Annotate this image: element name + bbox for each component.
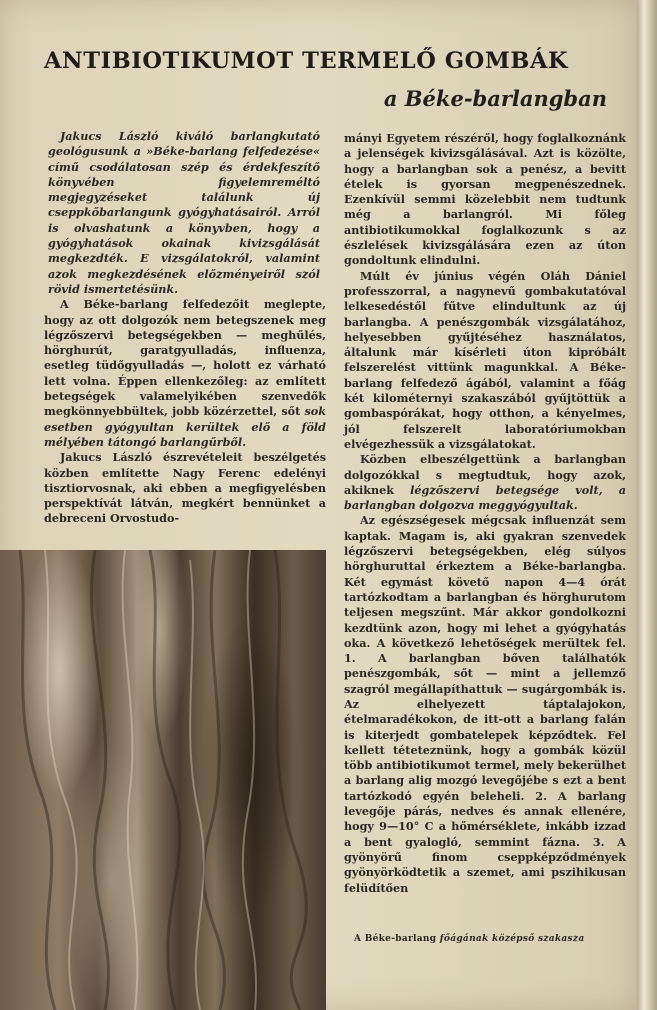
body-text: Közben elbeszélgettünk a barlangban dolgozókkal s megtudtuk, hogy azok, akiknek <box>344 452 626 497</box>
body-text: A Béke-barlang felfedezőit meglepte, hogy az ott dolgozók nem betegszenek meg légzőszervi betegségekben — meghűlés, hörghurút, garatgyulladás, influenza, esetleg tüdőgyulladás —, holott ez várható lett volna. Éppen ellenkezőleg: az említett betegségek valamelyikében szenvedők megkönnyebbültek, jobb közérzettel, sőt <box>44 297 326 419</box>
article-subtitle: a Béke-barlangban <box>383 86 607 111</box>
cave-photo <box>0 550 326 1010</box>
left-column <box>44 129 326 527</box>
body-text-italic: légzőszervi betegsége volt, a barlangban dolgozva meggyógyultak. <box>344 482 626 513</box>
body-paragraph: Múlt év június végén Oláh Dániel professzorral, a nagynevű gombakutatóval lelkesedéstől fűtve elindultunk az új barlangba. A penészgombák vizsgálatához, helyesebben gyűjtéséhez használatos, általunk már kísérleti úton kipróbált felszerelést vittünk magunkkal. A Béke-barlang felfedező ágából, valamint a főág két kilométernyi szakaszából gyűjtöttük a gombaspórákat, hogy otthon, a kényelmes, jól felszerelt laboratóriumokban elvégezhessük a vizsgálatokat. <box>344 268 626 451</box>
lead-paragraph: Jakucs László kiváló barlangkutató geológusunk a »Béke-barlang felfedezése« című csodálatosan szép és érdekfeszítő könyvében figyelemreméltó megjegyzéseket találunk új cseppkőbarlangunk gyógyhatásairól. Arról is olvashatunk a könyvben, hogy a gyógyhatások okainak kivizsgálását megkezdték. E vizsgálatokról, valamint azok megkezdésének előzményeiről szól rövid ismertetésünk. <box>48 129 320 296</box>
body-paragraph <box>344 452 626 513</box>
page-edge <box>637 0 657 1010</box>
body-text-italic: sok esetben gyógyultan kerültek elő a föld mélyében tátongó barlangűrből. <box>44 404 326 449</box>
body-paragraph: Jakucs László észrevételeit beszélgetés közben említette Nagy Ferenc edelényi tisztiorvosnak, aki ebben a megfigyelésben perspektívát látván, megkért bennünket a debreceni Orvostudo- <box>44 450 326 526</box>
caption-text-italic: főágának középső szakasza <box>439 934 585 944</box>
body-paragraph: Az egészségesek mégcsak influenzát sem kaptak. Magam is, aki gyakran szenvedek légzőszervi betegségekben, elég súlyos hörghuruttal érkeztem a Béke-barlangba. Két egymást követő napon 4—4 órát tartózkodtam a barlangban és hörghurutom teljesen megszűnt. Már akkor gondolkozni kezdtünk azon, hogy mi lehet a gyógyhatás oka. A következő lehetőségek merültek fel. 1. A barlangban bőven találhatók penészgombák, sőt — mint a jellemző szagról megállapíthattuk — sugárgombák is. Az elhelyezett táptalajokon, ételmaradékokon, de itt-ott a barlang falán is kiterjedt gombatelepek képződtek. Fel kellett téteteznünk, hogy a gombák közül több antibiotikumot termel, mely bekerülhet a barlang alig mozgó levegőjébe s ezt a bent tartózkodó egyén beleheli. 2. A barlang levegője párás, nedves és annak ellenére, hogy 9—10° C a hőmérséklete, inkább izzad a bent gyalogló, semmint fázna. 3. A gyönyörű finom cseppképződmények gyönyörködtetik a szemet, ami pszihikusan felüdítően <box>344 513 626 895</box>
caption-text: A Béke-barlang <box>354 934 440 944</box>
article-title: ANTIBIOTIKUMOT TERMELŐ GOMBÁK <box>44 48 569 74</box>
right-column <box>344 131 626 896</box>
body-paragraph: mányi Egyetem részéről, hogy foglalkoznánk a jelenségek kivizsgálásával. Azt is közölte, hogy a barlangban sok a penész, a bevitt ételek is gyorsan megpenészednek. Ezenkívül semmi közelebbit nem tudtunk még a barlangról. Mi főleg antibiotikumokkal foglalkozunk s az észlelések kivizsgálására ezen az úton gondoltunk elindulni. <box>344 131 626 268</box>
body-paragraph <box>44 297 326 450</box>
cave-photo-texture <box>0 550 326 1010</box>
photo-caption <box>354 934 624 944</box>
